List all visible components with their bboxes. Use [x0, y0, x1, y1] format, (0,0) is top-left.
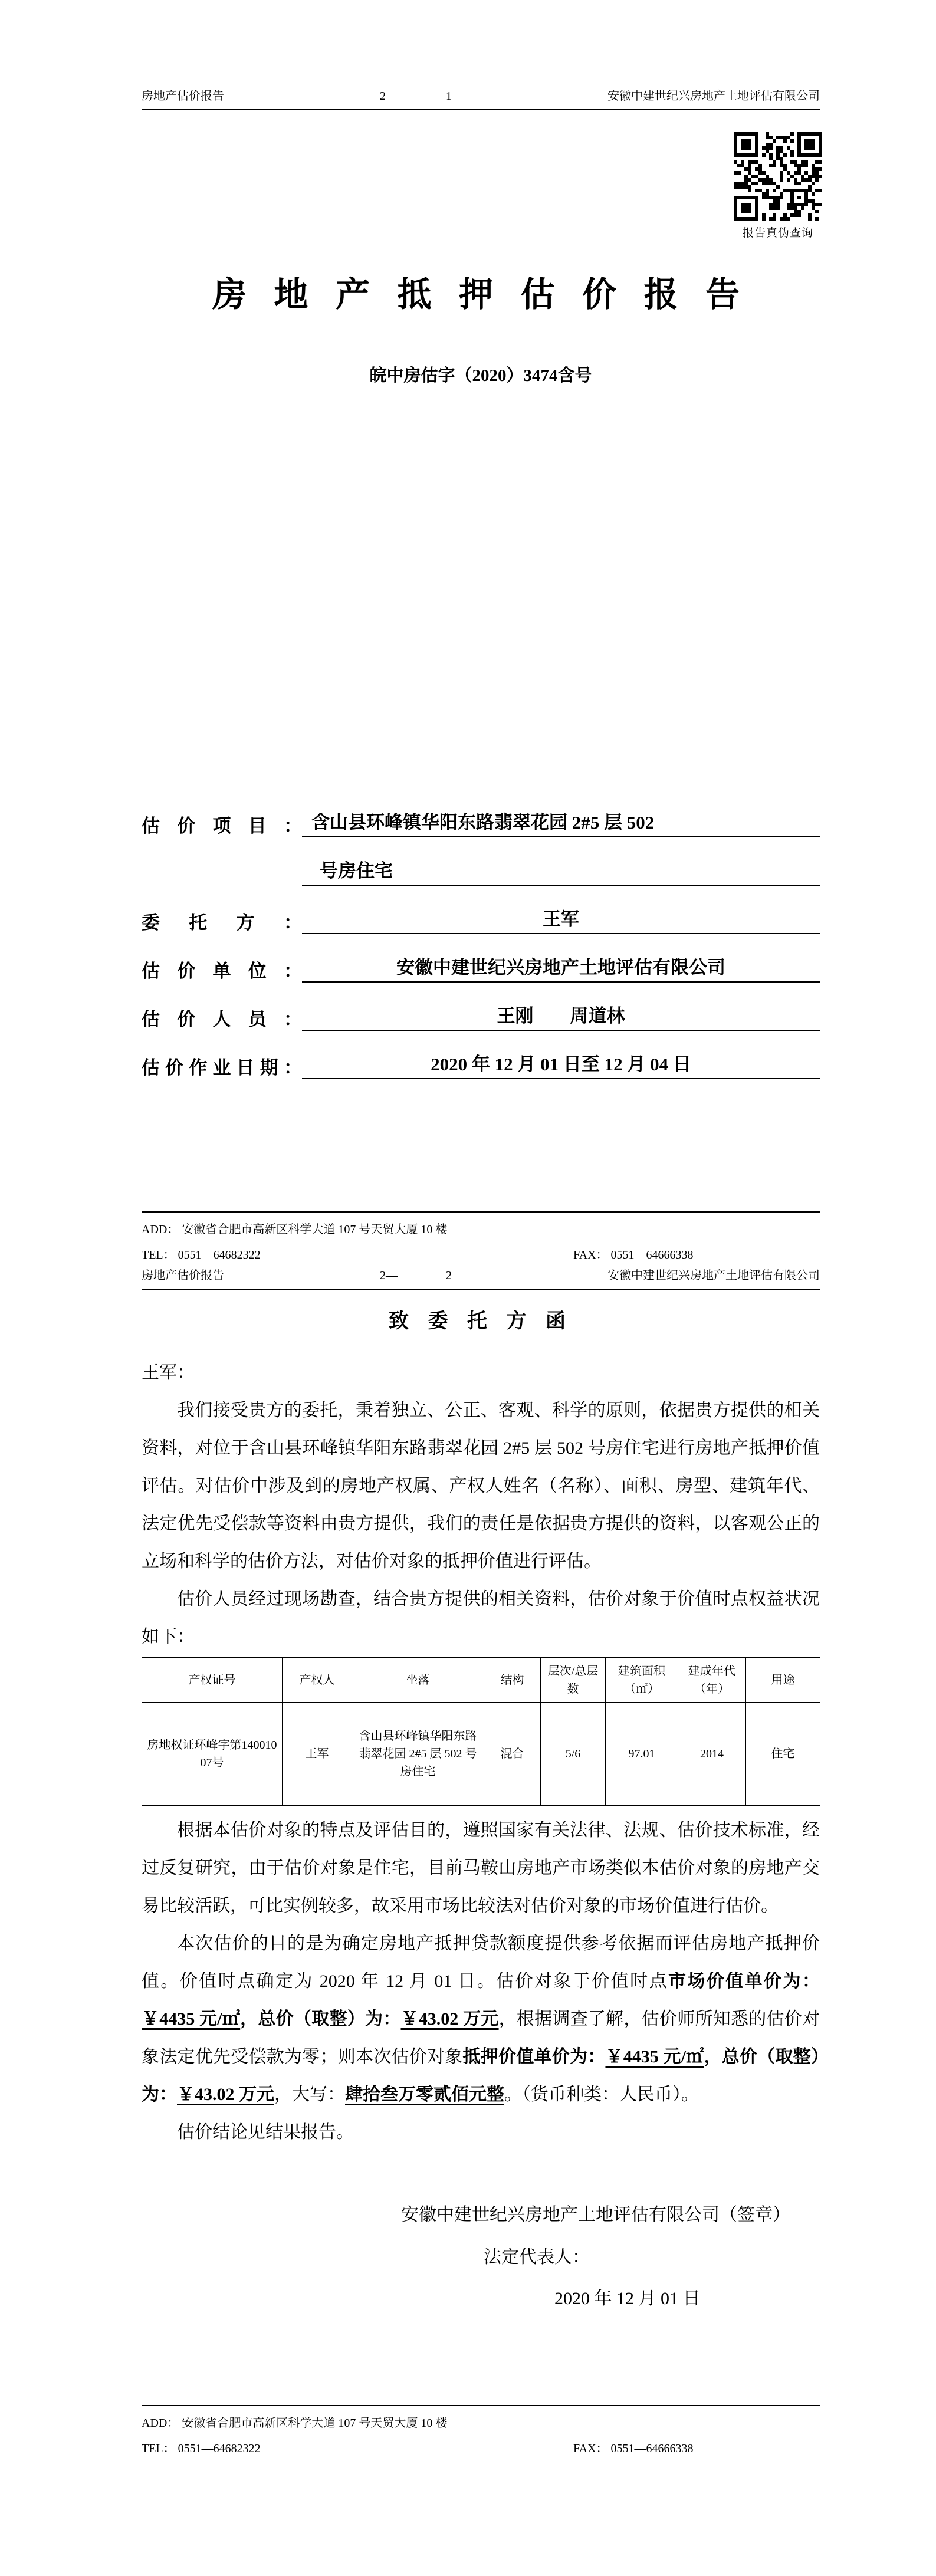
letter-para-5: 估价结论见结果报告。	[177, 2122, 354, 2142]
header-pages-prefix: 2—	[380, 1269, 398, 1282]
page2-footer	[142, 2405, 820, 2456]
field-client	[142, 886, 820, 934]
footer-fax: FAX： 0551—64666338	[573, 1248, 694, 1261]
header-doc-title: 房地产估价报告	[142, 1269, 224, 1282]
letter-para-4	[142, 1925, 820, 2114]
footer-contact-line	[142, 1245, 820, 1262]
cell-area: 97.01	[606, 1703, 678, 1806]
field-work-date-value: 2020 年 12 月 01 日至 12 月 04 日	[302, 1049, 820, 1079]
para4-amount-in-words: 肆拾叁万零贰佰元整	[345, 2085, 504, 2104]
field-project-value-line1: 含山县环峰镇华阳东路翡翠花园 2#5 层 502	[302, 807, 820, 837]
qr-verification-block	[734, 132, 822, 240]
field-client-value: 王军	[302, 904, 820, 934]
report-document-number: 皖中房估字（2020）3474含号	[369, 366, 592, 385]
para4-total-price-value: ￥43.02 万元	[400, 2009, 499, 2029]
col-header-owner: 产权人	[283, 1658, 352, 1703]
footer-tel: TEL： 0551—64682322	[142, 2442, 261, 2455]
footer-contact-line	[142, 2439, 820, 2456]
para4-unit-price-value: ￥4435 元/㎡	[142, 2009, 241, 2029]
property-rights-table	[142, 1657, 820, 1806]
header-doc-title: 房地产估价报告	[142, 90, 224, 103]
cell-floor: 5/6	[541, 1703, 606, 1806]
col-header-year: 建成年代（年）	[678, 1658, 746, 1703]
col-header-usage: 用途	[746, 1658, 820, 1703]
para4-segment-bold: ，总价（取整）为：	[142, 2047, 820, 2104]
para4-segment-bold: ，总价（取整）为：	[240, 2009, 401, 2029]
cover-fields	[142, 789, 820, 1079]
header-company-name: 安徽中建世纪兴房地产土地评估有限公司	[607, 90, 820, 103]
page1-footer	[142, 1211, 820, 1262]
para4-segment: ，根据调查了解，估价师所知悉的估价对象法定优先受偿款为零；则本次估价对象	[142, 2009, 820, 2066]
footer-address: ADD： 安徽省合肥市高新区科学大道 107 号天贸大厦 10 楼	[142, 2417, 448, 2430]
col-header-area: 建筑面积（㎡）	[606, 1658, 678, 1703]
field-agency-label: 估价单位：	[142, 961, 302, 981]
field-work-date-label: 估价作业日期：	[142, 1057, 302, 1078]
para4-segment: 本次估价的目的是为确定房地产抵押贷款额度提供参考依据而评估房地产抵押价值。价值时点确定为 2020 年 12 月 01 日。估价对象于价值时点	[142, 1934, 820, 1991]
header-page-number: 2	[446, 1269, 452, 1282]
signature-company: 安徽中建世纪兴房地产土地评估有限公司（签章）	[401, 2205, 790, 2225]
col-header-floor: 层次/总层数	[541, 1658, 606, 1703]
para4-segment: 。（货币种类：人民币）。	[504, 2085, 699, 2104]
header-pages-prefix: 2—	[380, 90, 398, 103]
table-row	[142, 1703, 820, 1806]
col-header-certificate: 产权证号	[142, 1658, 283, 1703]
cell-structure: 混合	[484, 1703, 541, 1806]
header-page-indicator	[380, 90, 452, 103]
header-page-indicator	[380, 1269, 452, 1283]
header-page-number: 1	[446, 90, 452, 103]
field-work-date	[142, 1031, 820, 1079]
letter-salutation: 王军：	[142, 1363, 195, 1382]
field-staff	[142, 983, 820, 1031]
qr-code-icon	[734, 132, 822, 221]
field-client-label: 委托方：	[142, 912, 302, 933]
header-company-name: 安徽中建世纪兴房地产土地评估有限公司	[607, 1269, 820, 1282]
letter-title: 致 委 托 方 函	[389, 1310, 573, 1332]
field-project-value-line2: 号房住宅	[302, 856, 820, 886]
col-header-location: 坐落	[352, 1658, 484, 1703]
page1-header	[142, 86, 820, 110]
col-header-structure: 结构	[484, 1658, 541, 1703]
qr-code	[734, 132, 822, 221]
signature-legal-representative: 法定代表人：	[484, 2248, 590, 2267]
letter-para-1: 我们接受贵方的委托，秉着独立、公正、客观、科学的原则，依据贵方提供的相关资料，对位于含山县环峰镇华阳东路翡翠花园 2#5 层 502 号房住宅进行房地产抵押价值评估。对估价中涉及到的房地产权属、产权人姓名（名称）、面积、房型、建筑年代、法定优先受偿款等资料由贵方提供，我们的责任是依据贵方提供的资料，以客观公正的立场和科学的估价方法，对估价对象的抵押价值进行评估。	[142, 1401, 820, 1571]
para4-mortgage-total-price-value: ￥43.02 万元	[177, 2085, 274, 2104]
footer-fax: FAX： 0551—64666338	[573, 2442, 694, 2455]
para4-segment: ，大写：	[274, 2085, 345, 2104]
field-project-label: 估价项目：	[142, 816, 302, 836]
field-project	[142, 789, 820, 837]
letter-body	[142, 1354, 820, 2151]
para4-segment-bold: 抵押价值单价为：	[462, 2047, 606, 2066]
field-agency	[142, 934, 820, 983]
footer-address: ADD： 安徽省合肥市高新区科学大道 107 号天贸大厦 10 楼	[142, 1223, 448, 1236]
letter-para-2: 估价人员经过现场勘查，结合贵方提供的相关资料，估价对象于价值时点权益状况如下：	[142, 1589, 820, 1647]
para4-mortgage-unit-price-value: ￥4435 元/㎡	[605, 2047, 704, 2066]
footer-tel: TEL： 0551—64682322	[142, 1248, 261, 1261]
cell-location: 含山县环峰镇华阳东路翡翠花园 2#5 层 502 号房住宅	[352, 1703, 484, 1806]
cell-year: 2014	[678, 1703, 746, 1806]
page2-header	[142, 1266, 820, 1290]
letter-para-3: 根据本估价对象的特点及评估目的，遵照国家有关法律、法规、估价技术标准，经过反复研究，由于估价对象是住宅，目前马鞍山房地产市场类似本估价对象的房地产交易比较活跃，可比实例较多，故采用市场比较法对估价对象的市场价值进行估价。	[142, 1821, 820, 1915]
cell-owner: 王军	[283, 1703, 352, 1806]
cell-usage: 住宅	[746, 1703, 820, 1806]
qr-caption: 报告真伪查询	[742, 227, 813, 239]
field-staff-label: 估价人员：	[142, 1009, 302, 1030]
cell-certificate: 房地权证环峰字第14001007号	[142, 1703, 283, 1806]
signature-date: 2020 年 12 月 01 日	[554, 2289, 701, 2308]
field-agency-value: 安徽中建世纪兴房地产土地评估有限公司	[302, 952, 820, 983]
para4-segment-bold: 市场价值单价为：	[668, 1972, 820, 1991]
table-header-row	[142, 1658, 820, 1703]
report-main-title: 房 地 产 抵 押 估 价 报 告	[212, 275, 749, 314]
field-project-continuation	[142, 837, 820, 886]
field-staff-value: 王刚 周道林	[302, 1001, 820, 1031]
